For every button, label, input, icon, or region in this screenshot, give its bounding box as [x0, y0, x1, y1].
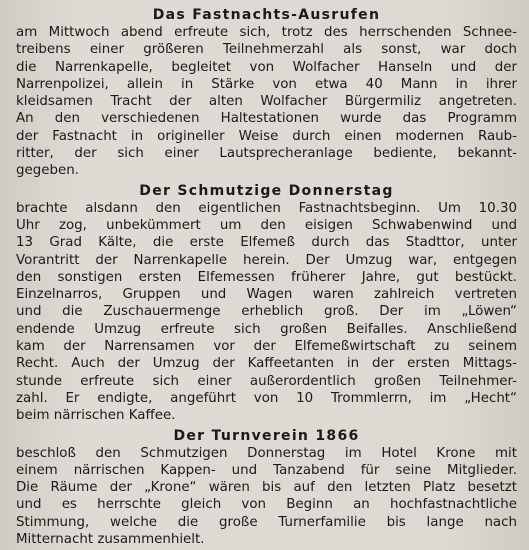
text-line: Recht. Auch der Umzug der Kaffeetanten in der ersten Mittags-	[16, 356, 517, 372]
text-line: Uhr zog, unbekümmert um den eisigen Schwabenwind und	[16, 217, 517, 233]
text-line: stunde erfreute sich einer außerordentlich großen Teilnehmer-	[16, 373, 517, 389]
text-line: Stimmung, welche die große Turnerfamilie bis lange nach	[16, 514, 517, 530]
section-schmutzige-donnerstag	[16, 182, 517, 425]
section-turnverein	[16, 427, 517, 549]
text-line: Mitternacht zusammenhielt.	[16, 532, 205, 548]
text-line: der Fastnacht in origineller Weise durch einen modernen Raub-	[16, 128, 517, 144]
text-line: Die Räume der „Krone“ wären bis auf den letzten Platz besetzt	[16, 480, 517, 496]
text-line: endende Umzug erfreute sich großen Beifalles. Anschließend	[16, 321, 517, 337]
text-line: kleidsamen Tracht der alten Wolfacher Bürgermiliz angetreten.	[16, 94, 517, 110]
section-body	[16, 24, 517, 180]
section-fastnachts-ausrufen	[16, 6, 517, 180]
text-line: treibens einer größeren Teilnehmerzahl als sonst, war doch	[16, 42, 517, 58]
text-line: Vorantritt der Narrenkapelle herein. Der Umzug war, entgegen	[16, 252, 517, 268]
text-line: und es herrschte gleich von Beginn an hochfastnachtliche	[16, 497, 517, 513]
text-line: An den verschiedenen Haltestationen wurde das Programm	[16, 111, 517, 127]
text-line: zahl. Er endigte, angeführt von 10 Trommlerrn, im „Hecht“	[16, 390, 517, 406]
text-line: kam der Narrensamen vor der Elfemeßwirtschaft zu seinem	[16, 339, 517, 355]
section-heading: Das Fastnachts-Ausrufen	[152, 7, 381, 23]
text-line: Einzelnarros, Gruppen und Wagen waren zahlreich vertreten	[16, 287, 517, 303]
section-body	[16, 200, 517, 425]
section-body	[16, 445, 517, 549]
section-heading: Der Schmutzige Donnerstag	[139, 182, 394, 199]
text-line: den sonstigen ersten Elfemessen früherer Jahre, gut bestückt.	[16, 269, 517, 285]
text-line: 13 Grad Kälte, die erste Elfemeß durch das Stadttor, unter	[16, 235, 517, 251]
text-line: einem närrischen Kappen- und Tanzabend für seine Mitglieder.	[16, 462, 517, 478]
text-line: gegeben.	[16, 163, 79, 179]
text-line: Narrenpolizei, allein in Stärke von etwa 40 Mann in ihrer	[16, 76, 517, 92]
text-line: am Mittwoch abend erfreute sich, trotz des herrschenden Schnee-	[16, 25, 517, 40]
text-line: die Narrenkapelle, begleitet von Wolfacher Hanseln und der	[16, 59, 517, 75]
text-line: brachte alsdann den eigentlichen Fastnachtsbeginn. Um 10.30	[16, 200, 517, 216]
text-line: beim närrischen Kaffee.	[16, 408, 176, 424]
text-line: ritter, der sich einer Lautsprecheranlage bediente, bekannt-	[16, 146, 517, 162]
text-line: und die Zuschauermenge erheblich groß. Der im „Löwen“	[16, 304, 517, 320]
text-line: beschloß den Schmutzigen Donnerstag im Hotel Krone mit	[16, 445, 517, 461]
section-heading: Der Turnverein 1866	[173, 427, 360, 444]
